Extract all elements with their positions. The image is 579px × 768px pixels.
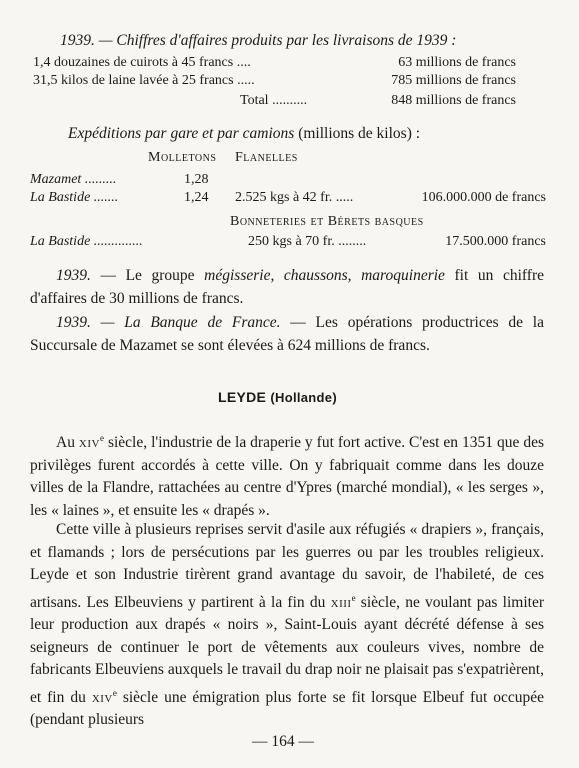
leyde-paragraph-1: Au xiv$^e$ siècle, l'industrie de la draperie y fut fort active. C'est en 1351 que des privilèges furent accordés à cette ville. On y fabriquait comme dans les douze villes de la Flandre, rattachées au centre d'Ypres (marché mondial), « les serges », les « laines », et ensuite les « drapés ». bbox=[30, 433, 544, 519]
row-label: 1,4 douzaines de cuirots à 45 francs .... bbox=[33, 55, 251, 70]
row-value: 785 millions de francs bbox=[391, 73, 516, 88]
row-label: 31,5 kilos de laine lavée à 25 francs ..... bbox=[33, 73, 255, 88]
leyde-paragraph-2: Cette ville à plusieurs reprises servit d'asile aux réfugiés « drapiers », français, et flamands ; lors de persécutions par les guerres ou par les troubles religieux. Leyde et son Industrie tirèrent grand avantage du savoir, de l'habileté, de ces artisans. Les Elbeuviens y partirent à la fin du xiii$^e$ siècle, ne voulant pas limiter leur production aux drapés « noirs », Saint-Louis ayant décrété défense à ses seigneurs de continuer le port de vêtements aux couleurs vives, nombre de fabricants Elbeuviens auxquels le travail du drap noir ne plaisait pas s'expatrièrent, et fin du xiv$^e$ siècle une émigration plus forte se fit lorsque Elbeuf fut occupée (pendant plusieurs bbox=[30, 521, 545, 729]
labastide2-label: La Bastide .............. bbox=[30, 234, 143, 249]
row-value: 63 millions de francs bbox=[398, 55, 516, 70]
mazamet-value: 1,28 bbox=[184, 172, 209, 187]
labastide-label: La Bastide ....... bbox=[30, 190, 119, 205]
section-1939-title: 1939. — Chiffres d'affaires produits par les livraisons de 1939 : bbox=[60, 32, 457, 49]
total-label: Total .......... bbox=[240, 93, 308, 108]
col-flanelles: Flanelles bbox=[235, 150, 298, 165]
labastide2-detail: 250 kgs à 70 fr. ........ bbox=[248, 234, 367, 249]
total-value: 848 millions de francs bbox=[391, 93, 516, 108]
labastide-value: 1,24 bbox=[184, 190, 209, 205]
note-banque-paragraph: 1939. — La Banque de France. — Les opérations productrices de la Succursale de Mazamet se sont élevées à 624 millions de francs. bbox=[30, 314, 544, 354]
note-group-paragraph: 1939. — Le groupe mégisserie, chaussons, maroquinerie fit un chiffre d'affaires de 30 millions de francs. bbox=[30, 267, 545, 307]
bonneteries-header: Bonneteries et Bérets basques bbox=[230, 214, 424, 229]
mazamet-label: Mazamet ......... bbox=[30, 172, 117, 187]
labastide-amount: 106.000.000 de francs bbox=[421, 190, 546, 205]
section-heading: LEYDE (Hollande) bbox=[218, 389, 337, 405]
labastide2-amount: 17.500.000 francs bbox=[445, 234, 546, 249]
page-number: — 164 — bbox=[252, 733, 314, 750]
labastide-detail: 2.525 kgs à 42 fr. ..... bbox=[235, 190, 354, 205]
shipments-title: Expéditions par gare et par camions (millions de kilos) : bbox=[68, 125, 421, 142]
col-molletons: Molletons bbox=[148, 150, 217, 165]
